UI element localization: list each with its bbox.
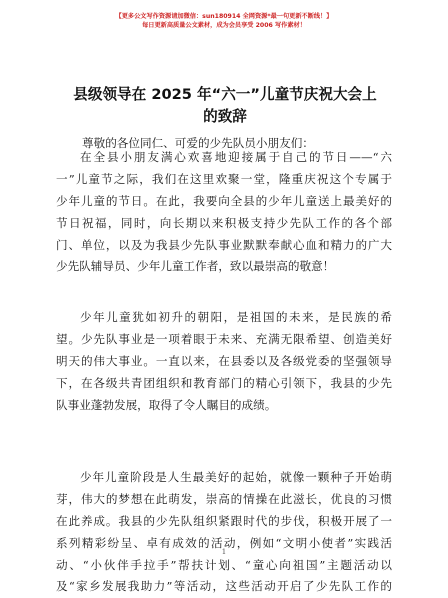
paragraph-line: 望。少先队事业是一项着眼于未来、充满无限希望、创造美好	[56, 331, 392, 346]
paragraph-line: 明天的伟大事业。一直以来，在县委以及各级党委的坚强领导	[56, 353, 392, 368]
paragraph-line: 少年儿童的节日。在此，我要向全县的少年儿童送上最美好的	[56, 193, 392, 208]
document-title	[60, 84, 390, 128]
paragraph-line: 少先队辅导员、少年儿童工作者，致以最崇高的敬意！	[56, 259, 335, 274]
salutation: 尊敬的各位同仁、可爱的少先队员小朋友们：	[82, 136, 314, 150]
paragraph-line: 及“家乡发展我助力”等活动，这些活动开启了少先队工作的	[56, 579, 392, 594]
paragraph-line: 芽，伟大的梦想在此萌发，崇高的情操在此滋长，优良的习惯	[56, 491, 392, 506]
paragraph-line: 在此养成。我县的少先队组织紧跟时代的步伐，积极开展了一	[56, 513, 392, 528]
paragraph-line: 下，在各级共青团组织和教育部门的精心引领下，我县的少先	[56, 375, 392, 390]
promo-header-line-1: 【更多公文写作资源请加微信：sun180914 全网资源*最一句更新不断线！】	[115, 13, 333, 20]
paragraph-2	[56, 307, 392, 416]
promo-header-line-2: 每日更新高质量公文素材，成为会员享受 2006 写作素材！	[142, 22, 306, 29]
paragraph-line: 门、单位，以及为我县少先队事业默默奉献心血和精力的广大	[56, 237, 392, 252]
promo-header	[0, 12, 448, 30]
paragraph-line: 少年儿童犹如初升的朝阳，是祖国的未来，是民族的希	[80, 310, 392, 324]
page-number: 1	[221, 548, 227, 556]
document-title-line-1: 县级领导在 2025 年“六一”儿童节庆祝大会上	[73, 86, 377, 103]
paragraph-line: 在全县小朋友满心欢喜地迎接属于自己的节日——“六	[80, 150, 392, 164]
paragraph-1	[56, 147, 392, 278]
paragraph-line: 系列精彩纷呈、卓有成效的活动，例如“文明小使者”实践活	[56, 535, 392, 550]
paragraph-3	[56, 467, 392, 598]
paragraph-line: 少年儿童阶段是人生最美好的起始，就像一颗种子开始萌	[80, 470, 392, 484]
paragraph-line: 一”儿童节之际，我们在这里欢聚一堂，隆重庆祝这个专属于	[56, 171, 392, 186]
paragraph-line: 节日祝福，同时，向长期以来积极支持少先队工作的各个部	[56, 215, 392, 230]
paragraph-line: 队事业蓬勃发展，取得了令人瞩目的成绩。	[56, 397, 277, 412]
paragraph-line: 动、“小伙伴手拉手”帮扶计划、“童心向祖国”主题活动以	[56, 557, 392, 572]
document-title-line-2: 的致辞	[203, 108, 247, 125]
